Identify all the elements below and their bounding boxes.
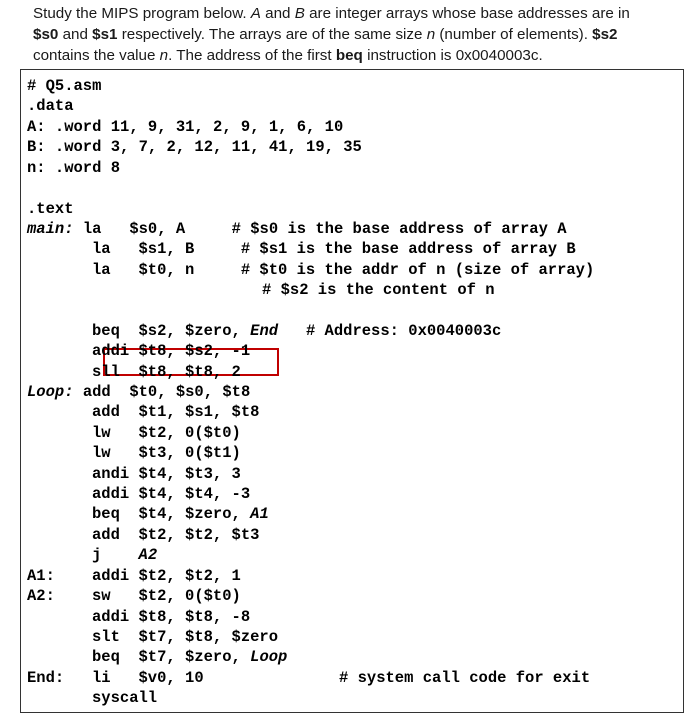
code-line xyxy=(92,545,157,565)
register-s2: $s2 xyxy=(592,26,618,43)
intro-text: . The address of the first xyxy=(168,47,336,64)
code-line: la $s1, B # $s1 is the base address of array B xyxy=(92,240,576,258)
beq-keyword: beq xyxy=(335,47,363,64)
code-listing xyxy=(20,69,684,713)
var-n: n xyxy=(426,26,436,43)
code-line: sll $t8, $t8, 2 xyxy=(92,363,241,381)
code-text: la $s0, A # $s0 is the base address of array A xyxy=(73,220,567,238)
var-n: n xyxy=(159,47,169,64)
code-line: lw $t2, 0($t0) xyxy=(92,424,241,442)
code-line: lw $t3, 0($t1) xyxy=(92,444,241,462)
intro-text: are integer arrays whose base addresses are in xyxy=(304,5,630,22)
code-line: addi $t2, $t2, 1 xyxy=(92,567,241,585)
intro-text: and xyxy=(260,5,295,22)
code-line: sw $t2, 0($t0) xyxy=(92,587,241,605)
code-line: A: .word 11, 9, 31, 2, 9, 1, 6, 10 xyxy=(27,118,344,136)
code-text: beq $t4, $zero, xyxy=(92,505,251,523)
code-line xyxy=(92,504,269,524)
code-comment: # system call code for exit xyxy=(339,669,591,687)
code-line xyxy=(92,321,501,341)
label-ref-a2: A2 xyxy=(138,546,158,564)
intro-text: contains the value xyxy=(33,47,160,64)
code-line xyxy=(92,647,287,667)
label-ref-a1: A1 xyxy=(250,505,269,523)
code-line: addi $t4, $t4, -3 xyxy=(92,485,251,503)
label-a2: A2: xyxy=(27,587,55,605)
code-text: j xyxy=(92,546,139,564)
code-comment: # Address: 0x0040003c xyxy=(278,322,502,340)
code-line: B: .word 3, 7, 2, 12, 11, 41, 19, 35 xyxy=(27,138,362,156)
code-line: slt $t7, $t8, $zero xyxy=(92,628,279,646)
label-a1: A1: xyxy=(27,567,55,585)
intro-text: instruction is 0x0040003c. xyxy=(362,47,543,64)
code-line: .text xyxy=(27,200,74,218)
code-line: # $s2 is the content of n xyxy=(262,281,495,299)
register-s1: $s1 xyxy=(92,26,118,43)
label-loop: Loop: xyxy=(27,383,74,401)
array-a-name: A xyxy=(250,5,261,22)
intro-text: (number of elements). xyxy=(435,26,593,43)
intro-line-2 xyxy=(33,24,693,45)
code-line: syscall xyxy=(92,689,158,707)
array-b-name: B xyxy=(294,5,305,22)
intro-text: and xyxy=(58,26,93,43)
label-main: main: xyxy=(27,220,74,238)
code-text: beq $t7, $zero, xyxy=(92,648,251,666)
code-line: la $t0, n # $t0 is the addr of n (size of array) xyxy=(92,261,595,279)
code-line: # Q5.asm xyxy=(27,77,102,95)
label-end: End: xyxy=(27,669,65,687)
code-line: add $t1, $s1, $t8 xyxy=(92,403,260,421)
code-text: add $t0, $s0, $t8 xyxy=(73,383,251,401)
code-line: add $t2, $t2, $t3 xyxy=(92,526,260,544)
intro-text: Study the MIPS program below. xyxy=(33,5,251,22)
register-s0: $s0 xyxy=(33,26,59,43)
label-ref-end: End xyxy=(250,322,279,340)
code-line: addi $t8, $s2, -1 xyxy=(92,342,251,360)
code-line: addi $t8, $t8, -8 xyxy=(92,608,251,626)
intro-text: respectively. The arrays are of the same size xyxy=(117,26,427,43)
label-ref-loop: Loop xyxy=(250,648,288,666)
code-line xyxy=(27,219,567,239)
code-line: .data xyxy=(27,97,74,115)
code-line xyxy=(27,382,250,402)
code-line: andi $t4, $t3, 3 xyxy=(92,465,241,483)
intro-line-1 xyxy=(33,3,693,24)
code-text: beq $s2, $zero, xyxy=(92,322,251,340)
problem-statement xyxy=(33,3,693,66)
intro-line-3 xyxy=(33,45,693,66)
code-line: li $v0, 10 xyxy=(92,669,204,687)
code-line: n: .word 8 xyxy=(27,159,121,177)
